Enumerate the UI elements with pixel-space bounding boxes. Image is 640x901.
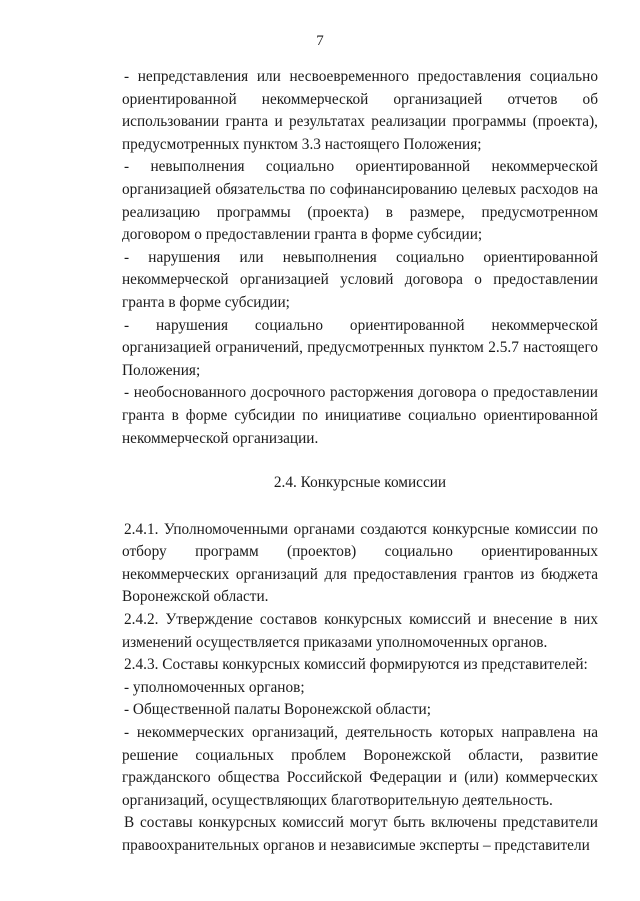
paragraph-2-4-2: 2.4.2. Утверждение составов конкурсных комиссий и внесение в них изменений осуществляется приказами уполномоченных органов. — [122, 611, 598, 651]
section-heading: 2.4. Конкурсные комиссии — [273, 474, 447, 492]
paragraph-2-4-3: 2.4.3. Составы конкурсных комиссий формируются из представителей: — [124, 656, 588, 674]
paragraph-cofinancing-failure: - невыполнения социально ориентированной некоммерческой организацией обязательства по софинансированию целевых расходов на реализацию программы (проекта) в размере, предусмотренном договором о предоставлении гранта в форме субсидии; — [122, 158, 598, 244]
paragraph-restrictions-violation: - нарушения социально ориентированной некоммерческой организацией ограничений, предусмотренных пунктом 2.5.7 настоящего Положения; — [122, 316, 598, 379]
paragraph-commission-composition: В составы конкурсных комиссий могут быть включены представители правоохранительных органов и независимые эксперты – представители — [122, 814, 598, 854]
paragraph-contract-violation: - нарушения или невыполнения социально ориентированной некоммерческой организацией условий договора о предоставлении гранта в форме субсидии; — [122, 248, 598, 311]
list-item-nonprofits: - некоммерческих организаций, деятельность которых направлена на решение социальных проблем Воронежской области, развитие гражданского общества Российской Федерации и (или) коммерческих организаций, осуществляющих благотворительную деятельность. — [122, 724, 598, 809]
document-body — [122, 66, 598, 858]
page-number: 7 — [316, 33, 324, 49]
paragraph-early-termination: - необоснованного досрочного расторжения договора о предоставлении гранта в форме субсидии по инициативе социально ориентированной некоммерческой организации. — [122, 384, 598, 447]
list-item-authorized-bodies: - уполномоченных органов; — [124, 678, 305, 696]
paragraph-nonsubmission-reports: - непредставления или несвоевременного предоставления социально ориентированной некоммерческой организацией отчетов об использовании гранта и результатах реализации программы (проекта), предусмотренных пунктом 3.3 настоящего Положения; — [122, 68, 598, 153]
list-item-public-chamber: - Общественной палаты Воронежской области; — [124, 701, 431, 719]
paragraph-2-4-1: 2.4.1. Уполномоченными органами создаются конкурсные комиссии по отбору программ (проектов) социально ориентированных некоммерческих организаций для предоставления грантов из бюджета Воронежской области. — [122, 520, 598, 606]
